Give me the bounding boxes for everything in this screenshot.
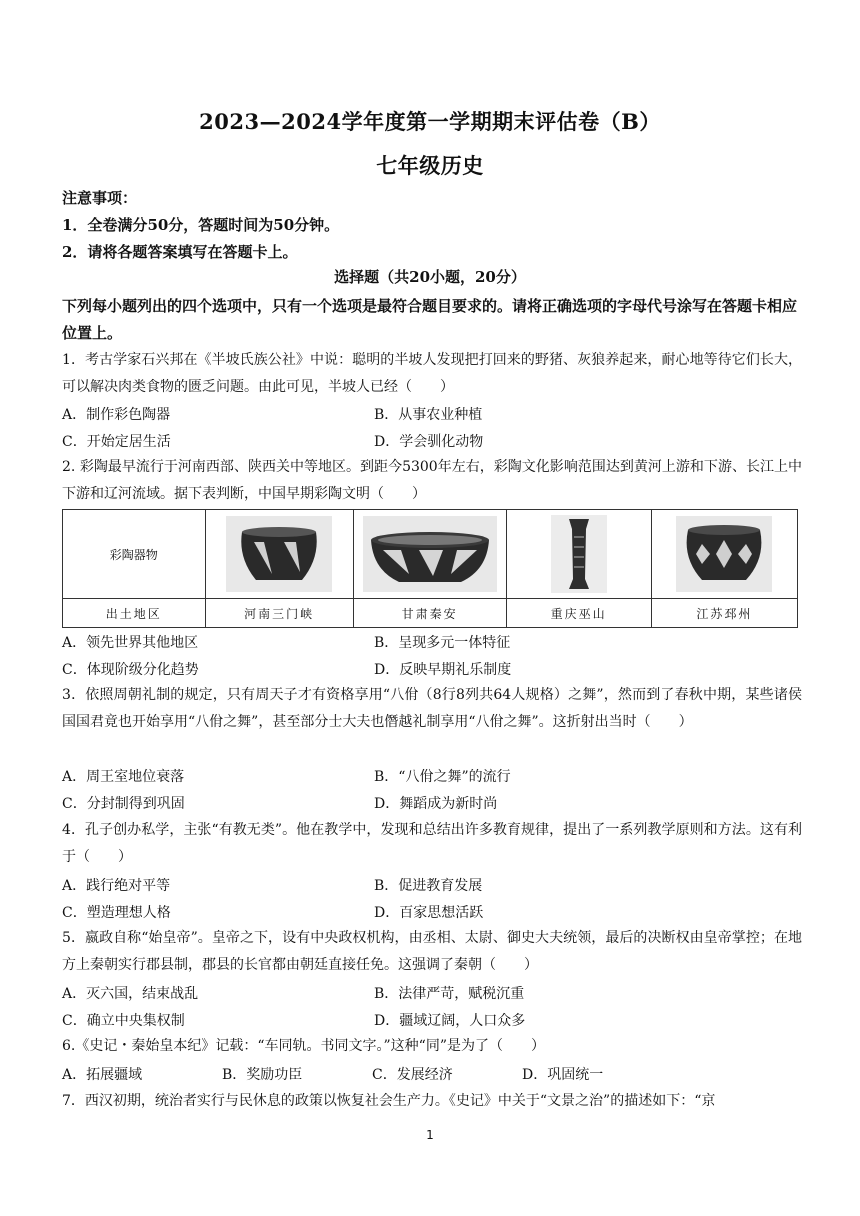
question-1-stem: 1．考古学家石兴邦在《半坡氏族公社》中说：聪明的半坡人发现把打回来的野猪、灰狼养起来，耐心地等待它们长大，可以解决肉类食物的匮乏问题。由此可见，半坡人已经（ ） bbox=[62, 352, 802, 395]
question-6-option-c: C．发展经济 bbox=[372, 1067, 453, 1083]
place-cell: 重庆巫山 bbox=[506, 599, 651, 628]
question-7-stem: 7．西汉初期，统治者实行与民休息的政策以恢复社会生产力。《史记》中关于“文景之治”的描述如下：“京 bbox=[62, 1093, 716, 1109]
question-2-option-d: D．反映早期礼乐制度 bbox=[374, 662, 512, 678]
question-6-stem: 6.《史记・秦始皇本纪》记载：“车同轨。书同文字。”这种“同”是为了（ ） bbox=[62, 1038, 545, 1054]
notice-item: 1．全卷满分50分，答题时间为50分钟。 bbox=[62, 216, 340, 234]
question-1-option-a: A．制作彩色陶器 bbox=[62, 407, 171, 423]
page-number: 1 bbox=[426, 1128, 434, 1142]
question-3-option-d: D．舞蹈成为新时尚 bbox=[374, 796, 498, 812]
question-5-option-b: B．法律严苛，赋税沉重 bbox=[374, 986, 525, 1002]
question-5-option-a: A．灭六国，结束战乱 bbox=[62, 986, 199, 1002]
question-1-option-d: D．学会驯化动物 bbox=[374, 434, 484, 450]
question-5-option-d: D．疆域辽阔，人口众多 bbox=[374, 1013, 526, 1029]
notice-item: 2．请将各题答案填写在答题卡上。 bbox=[62, 243, 298, 261]
section-title: 选择题（共20小题，20分） bbox=[334, 268, 526, 286]
place-cell: 甘肃秦安 bbox=[353, 599, 506, 628]
exam-title: 2023—2024学年度第一学期期末评估卷（B） bbox=[199, 109, 661, 134]
section-instruction: 下列每小题列出的四个选项中，只有一个选项是最符合题目要求的。请将正确选项的字母代号涂写在答题卡相应位置上。 bbox=[62, 297, 798, 342]
question-3-option-b: B．“八佾之舞”的流行 bbox=[374, 769, 511, 785]
question-2-option-c: C．体现阶级分化趋势 bbox=[62, 662, 199, 678]
question-3-stem: 3．依照周朝礼制的规定，只有周天子才有资格享用“八佾（8行8列共64人规格）之舞”，然而到了春秋中期，某些诸侯国国君竟也开始享用“八佾之舞”，甚至部分士大夫也僭越礼制享用“八佾之舞”。这折射出当时（ ） bbox=[62, 687, 802, 730]
question-4-option-d: D．百家思想活跃 bbox=[374, 905, 484, 921]
pottery-image-pizhou bbox=[651, 510, 797, 599]
question-3-option-a: A．周王室地位衰落 bbox=[62, 769, 185, 785]
pottery-image-wushan bbox=[506, 510, 651, 599]
question-4-option-c: C．塑造理想人格 bbox=[62, 905, 171, 921]
pottery-table bbox=[62, 509, 798, 628]
question-4-option-a: A．践行绝对平等 bbox=[62, 878, 171, 894]
question-6-option-d: D．巩固统一 bbox=[522, 1067, 604, 1083]
question-5-option-c: C．确立中央集权制 bbox=[62, 1013, 185, 1029]
exam-subtitle: 七年级历史 bbox=[376, 153, 484, 178]
question-4-stem: 4．孔子创办私学，主张“有教无类”。他在教学中，发现和总结出许多教育规律，提出了一系列教学原则和方法。这有利于（ ） bbox=[62, 822, 802, 865]
question-6-option-b: B．奖励功臣 bbox=[222, 1067, 303, 1083]
question-5-stem: 5．嬴政自称“始皇帝”。皇帝之下，设有中央政权机构，由丞相、太尉、御史大夫统领，最后的决断权由皇帝掌控；在地方上秦朝实行郡县制，郡县的长官都由朝廷直接任免。这强调了秦朝（ ） bbox=[62, 930, 802, 973]
question-1-option-c: C．开始定居生活 bbox=[62, 434, 171, 450]
pottery-image-qinan bbox=[353, 510, 506, 599]
question-2-option-a: A．领先世界其他地区 bbox=[62, 635, 199, 651]
place-cell: 河南三门峡 bbox=[205, 599, 353, 628]
question-6-option-a: A．拓展疆域 bbox=[62, 1067, 143, 1083]
question-2-stem: 2. 彩陶最早流行于河南西部、陕西关中等地区。到距今5300年左右，彩陶文化影响范围达到黄河上游和下游、长江上中下游和辽河流域。据下表判断，中国早期彩陶文明（ ） bbox=[62, 459, 802, 502]
place-row-label: 出土地区 bbox=[63, 599, 206, 628]
question-2-option-b: B．呈现多元一体特征 bbox=[374, 635, 511, 651]
place-cell: 江苏邳州 bbox=[651, 599, 797, 628]
notice-heading: 注意事项： bbox=[62, 189, 138, 207]
question-1-option-b: B．从事农业种植 bbox=[374, 407, 483, 423]
pottery-image-sanmenxia bbox=[205, 510, 353, 599]
question-3-option-c: C．分封制得到巩固 bbox=[62, 796, 185, 812]
pottery-row-label: 彩陶器物 bbox=[63, 510, 206, 599]
question-4-option-b: B．促进教育发展 bbox=[374, 878, 483, 894]
